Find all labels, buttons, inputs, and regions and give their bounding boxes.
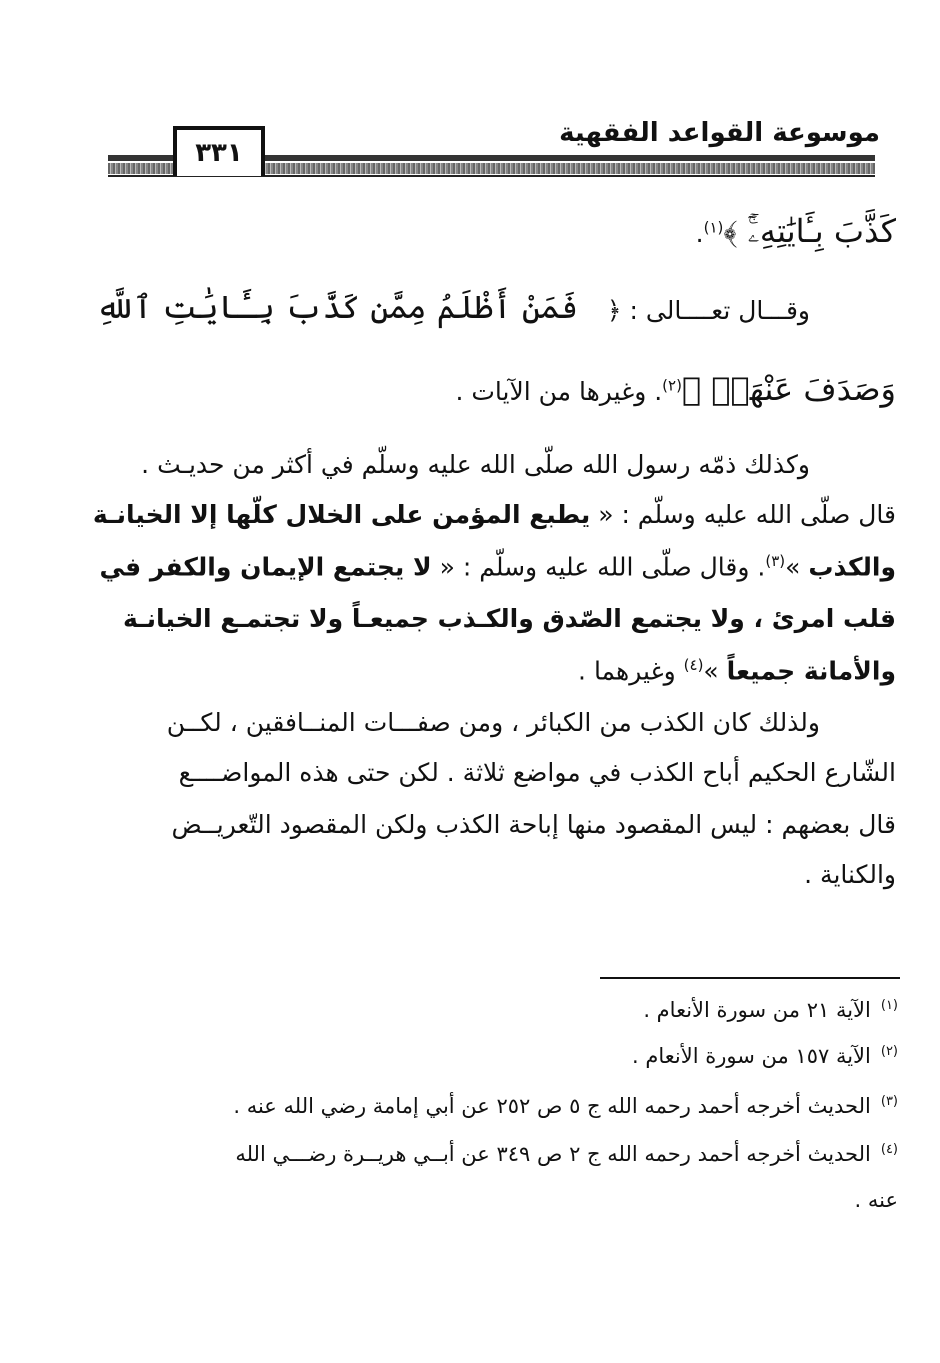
footnote-continuation (855, 1188, 898, 1212)
verse-line-2 (96, 288, 578, 326)
footnote-ref: (٢) (662, 376, 682, 395)
hadith-text: والكذب (808, 552, 896, 582)
paragraph-text: » (785, 552, 809, 582)
paragraph-text: ولذلك كان الكذب من الكبائر ، ومن صفـــات المنــافقين ، لكــن (166, 708, 820, 737)
footnote-item (235, 1142, 898, 1166)
paragraph-text: وكذلك ذمّه رسول الله صلّى الله عليه وسلّم في أكثر من حديـث . (141, 450, 810, 479)
footnote-ref: (٣) (765, 552, 786, 570)
footnote-mark: (١) (880, 998, 898, 1013)
paragraph-line (172, 810, 897, 839)
quran-text: فَمَنْ أَظْلَمُ مِمَّن كَذَّبَ بِـَٔايَٰتِ ٱللَّهِ (96, 288, 579, 326)
punctuation: . (695, 219, 704, 248)
footnote-divider (600, 977, 900, 979)
paragraph-text: قال صلّى الله عليه وسلّم : « (590, 500, 896, 529)
paragraph-line (179, 758, 896, 787)
verse-tail: . وغيرها من الآيات . (455, 377, 663, 406)
paragraph-line (141, 450, 810, 479)
paragraph-text: . وقال صلّى الله عليه وسلّم : « (431, 552, 766, 582)
quran-text: وَصَدَفَ عَنْهَاۗ ﴾ (681, 370, 896, 408)
hadith-text: قلب امرئ ، ولا يجتمع الصّدق والكـذب جميعـاً ولا تجتمـع الخيانـة (122, 604, 896, 633)
verse-intro-line (607, 296, 810, 325)
paragraph-line (167, 708, 820, 737)
footnote-text: الآية ٢١ من سورة الأنعام . (643, 998, 871, 1022)
footnote-mark: (٢) (880, 1044, 898, 1059)
hadith-text: والأمانة جميعاً (726, 656, 896, 686)
paragraph-line (93, 500, 896, 529)
footnote-text: الحديث أخرجه أحمد رحمه الله ج ٥ ص ٢٥٢ عن أبي إمامة رضي الله عنه . (233, 1094, 871, 1118)
verse-line-3 (455, 370, 896, 408)
footnote-item (632, 1044, 898, 1068)
footnote-ref: (٤) (683, 656, 704, 674)
footnote-mark: (٤) (880, 1142, 898, 1157)
footnote-text: عنه . (854, 1188, 898, 1212)
paragraph-line (578, 656, 896, 685)
verse-intro: وقـــال تعــــالى : ﴿ (606, 296, 810, 325)
paragraph-line (123, 604, 896, 633)
paragraph-text: والكناية . (804, 860, 896, 889)
paragraph-line (804, 860, 896, 889)
page-number: ٣٣١ (173, 126, 265, 176)
paragraph-text: الشّارع الحكيم أباح الكذب في مواضع ثلاثة . لكن حتى هذه المواضــــع (178, 758, 896, 787)
paragraph-text: وغيرهما . (578, 656, 684, 686)
verse-line-1 (696, 212, 896, 251)
page-header (0, 0, 940, 200)
footnote-mark: (٣) (880, 1094, 898, 1109)
hadith-text: لا يجتمع الإيمان والكفر في (99, 552, 432, 582)
paragraph-line (99, 552, 896, 581)
paragraph-text: قال بعضهم : ليس المقصود منها إباحة الكذب ولكن المقصود التّعريــض (171, 810, 896, 839)
footnote-ref: (١) (703, 218, 724, 237)
quran-text: كَذَّبَ بِـَٔايَٰتِهِۦٓۚ ﴾ (723, 212, 896, 250)
footnote-item (643, 998, 898, 1022)
hadith-text: يطبع المؤمن على الخلال كلّها إلا الخيانـة (92, 500, 591, 529)
footnote-text: الآية ١٥٧ من سورة الأنعام . (632, 1044, 871, 1068)
paragraph-text: » (703, 656, 727, 686)
footnote-text: الحديث أخرجه أحمد رحمه الله ج ٢ ص ٣٤٩ عن أبــي هريــرة رضـــي الله (235, 1142, 871, 1166)
book-title: موسوعة القواعد الفقهية (559, 118, 880, 148)
footnote-item (233, 1094, 898, 1118)
